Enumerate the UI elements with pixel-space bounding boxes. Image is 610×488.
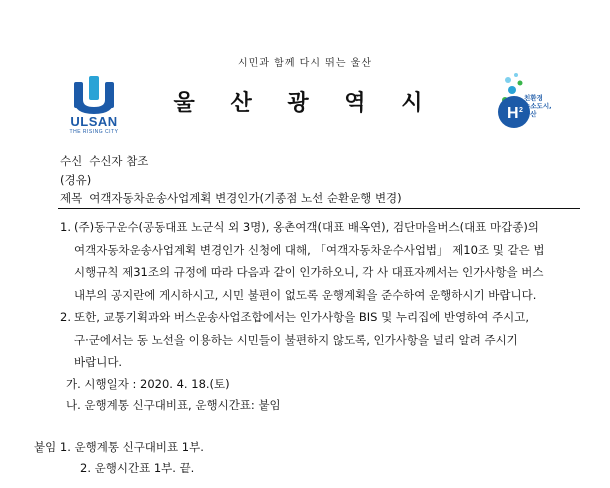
recipient-line (60, 153, 148, 169)
paragraph-line: 또한, 교통기획과와 버스운송사업조합에서는 인가사항을 BIS 및 누리집에 반영하여 주시고, (74, 310, 530, 324)
paragraph-line: (주)동구운수(공동대표 노군식 외 3명), 옹촌여객(대표 배옥연), 검단마을버스(대표 마갑종)의 (74, 220, 539, 234)
attachment-1: 붙임 1. 운행계통 신구대비표 1부. (34, 440, 204, 454)
paragraph-1 (60, 216, 576, 306)
effective-date-item: 가. 시행일자 : 2020. 4. 18.(토) (66, 377, 230, 391)
logo-wordmark: ULSAN (70, 114, 118, 129)
header-divider (58, 208, 580, 209)
recipient-value: 수신자 참조 (89, 154, 149, 168)
svg-text:2: 2 (519, 107, 523, 114)
logo-caption: 친환경 수소도시, 울산 (524, 94, 552, 118)
recipient-label: 수신 (60, 154, 83, 168)
paragraph-number: 2. (60, 310, 71, 324)
paragraph-number: 1. (60, 220, 71, 234)
svg-text:H: H (507, 105, 519, 122)
subject-label: 제목 (60, 191, 83, 205)
paragraph-line: 내부의 공지란에 게시하시고, 시민 불편이 없도록 운행계획을 준수하여 운행하시기 바랍니다. (74, 287, 537, 302)
subject-value: 여객자동차운송사업계획 변경인가(기종점 노선 순환운행 변경) (89, 191, 402, 205)
route-timetable-item: 나. 운행계통 신구대비표, 운행시간표: 붙임 (66, 398, 281, 412)
organization-title: 울 산 광 역 시 (173, 91, 437, 116)
hydrogen-city-logo (494, 70, 574, 136)
via-line: (경유) (60, 173, 92, 187)
logo-tagline: THE RISING CITY (69, 129, 119, 135)
slogan: 시민과 함께 다시 뛰는 울산 (238, 58, 372, 69)
attachment-2: 2. 운행시간표 1부. 끝. (80, 461, 195, 475)
paragraph-line: 구·군에서는 동 노선을 이용하는 시민들이 불편하지 않도록, 인가사항을 널리 알려 주시기 (74, 332, 518, 347)
paragraph-line: 시행규칙 제31조의 규정에 따라 다음과 같이 인가하오니, 각 사 대표자께서는 인가사항을 버스 (74, 265, 544, 279)
subject-line (60, 190, 402, 206)
paragraph-2 (60, 306, 576, 374)
paragraph-line: 바랍니다. (74, 355, 123, 369)
paragraph-line: 여객자동차운송사업계획 변경인가 신청에 대해, 「여객자동차운수사업법」 제10조 및 같은 법 (74, 242, 545, 257)
